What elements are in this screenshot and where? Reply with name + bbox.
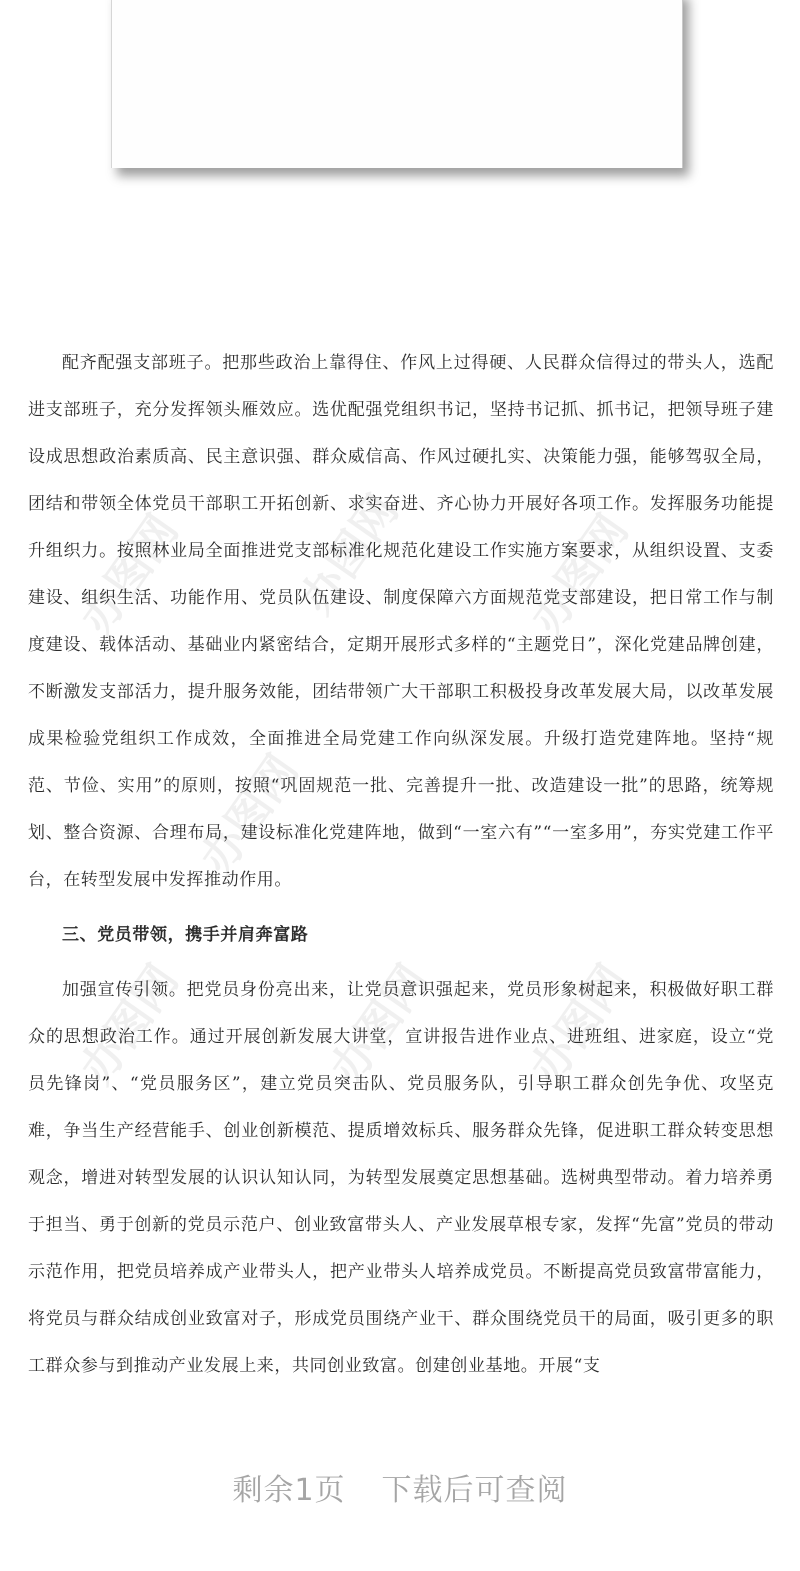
paragraph: 配齐配强支部班子。把那些政治上靠得住、作风上过得硬、人民群众信得过的带头人，选配进支部班子，充分发挥领头雁效应。选优配强党组织书记，坚持书记抓、抓书记，把领导班子建设成思想政治素质高、民主意识强、群众威信高、作风过硬扎实、决策能力强，能够驾驭全局，团结和带领全体党员干部职工开拓创新、求实奋进、齐心协力开展好各项工作。发挥服务功能提升组织力。按照林业局全面推进党支部标准化规范化建设工作实施方案要求，从组织设置、支委建设、组织生活、功能作用、党员队伍建设、制度保障六方面规范党支部建设，把日常工作与制度建设、载体活动、基础业内紧密结合，定期开展形式多样的“主题党日”，深化党建品牌创建，不断激发支部活力，提升服务效能，团结带领广大干部职工积极投身改革发展大局，以改革发展成果检验党组织工作成效，全面推进全局党建工作向纵深发展。升级打造党建阵地。坚持“规范、节俭、实用”的原则，按照“巩固规范一批、完善提升一批、改造建设一批”的思路，统筹规划、整合资源、合理布局，建设标准化党建阵地，做到“一室六有”“一室多用”，夯实党建工作平台，在转型发展中发挥推动作用。 [28, 353, 774, 890]
remaining-pages-notice[interactable] [0, 1465, 800, 1509]
document-body [28, 340, 774, 1390]
paragraph: 加强宣传引领。把党员身份亮出来，让党员意识强起来，党员形象树起来，积极做好职工群众的思想政治工作。通过开展创新发展大讲堂，宣讲报告进作业点、进班组、进家庭，设立“党员先锋岗”、“党员服务区”，建立党员突击队、党员服务队，引导职工群众创先争优、攻坚克难，争当生产经营能手、创业创新模范、提质增效标兵、服务群众先锋，促进职工群众转变思想观念，增进对转型发展的认识认知认同，为转型发展奠定思想基础。选树典型带动。着力培养勇于担当、勇于创新的党员示范户、创业致富带头人、产业发展草根专家，发挥“先富”党员的带动示范作用，把党员培养成产业带头人，把产业带头人培养成党员。不断提高党员致富带富能力，将党员与群众结成创业致富对子，形成党员围绕产业干、群众围绕党员干的局面，吸引更多的职工群众参与到推动产业发展上来，共同创业致富。创建创业基地。开展“支 [28, 980, 774, 1376]
watermark: 办图网 [190, 745, 309, 884]
watermark: 办图网 [70, 505, 189, 644]
download-hint-label: 下载后可查阅 [381, 1473, 568, 1508]
watermark: 办图网 [520, 505, 639, 644]
watermark: 办图网 [290, 485, 409, 624]
watermark: 办图网 [70, 955, 189, 1094]
section-heading: 三、党员带领，携手并肩奔富路 [62, 925, 309, 945]
previous-page-card [111, 0, 683, 168]
watermark: 办图网 [520, 955, 639, 1094]
watermark: 办图网 [320, 955, 439, 1094]
remaining-pages-label: 剩余1页 [232, 1473, 346, 1508]
